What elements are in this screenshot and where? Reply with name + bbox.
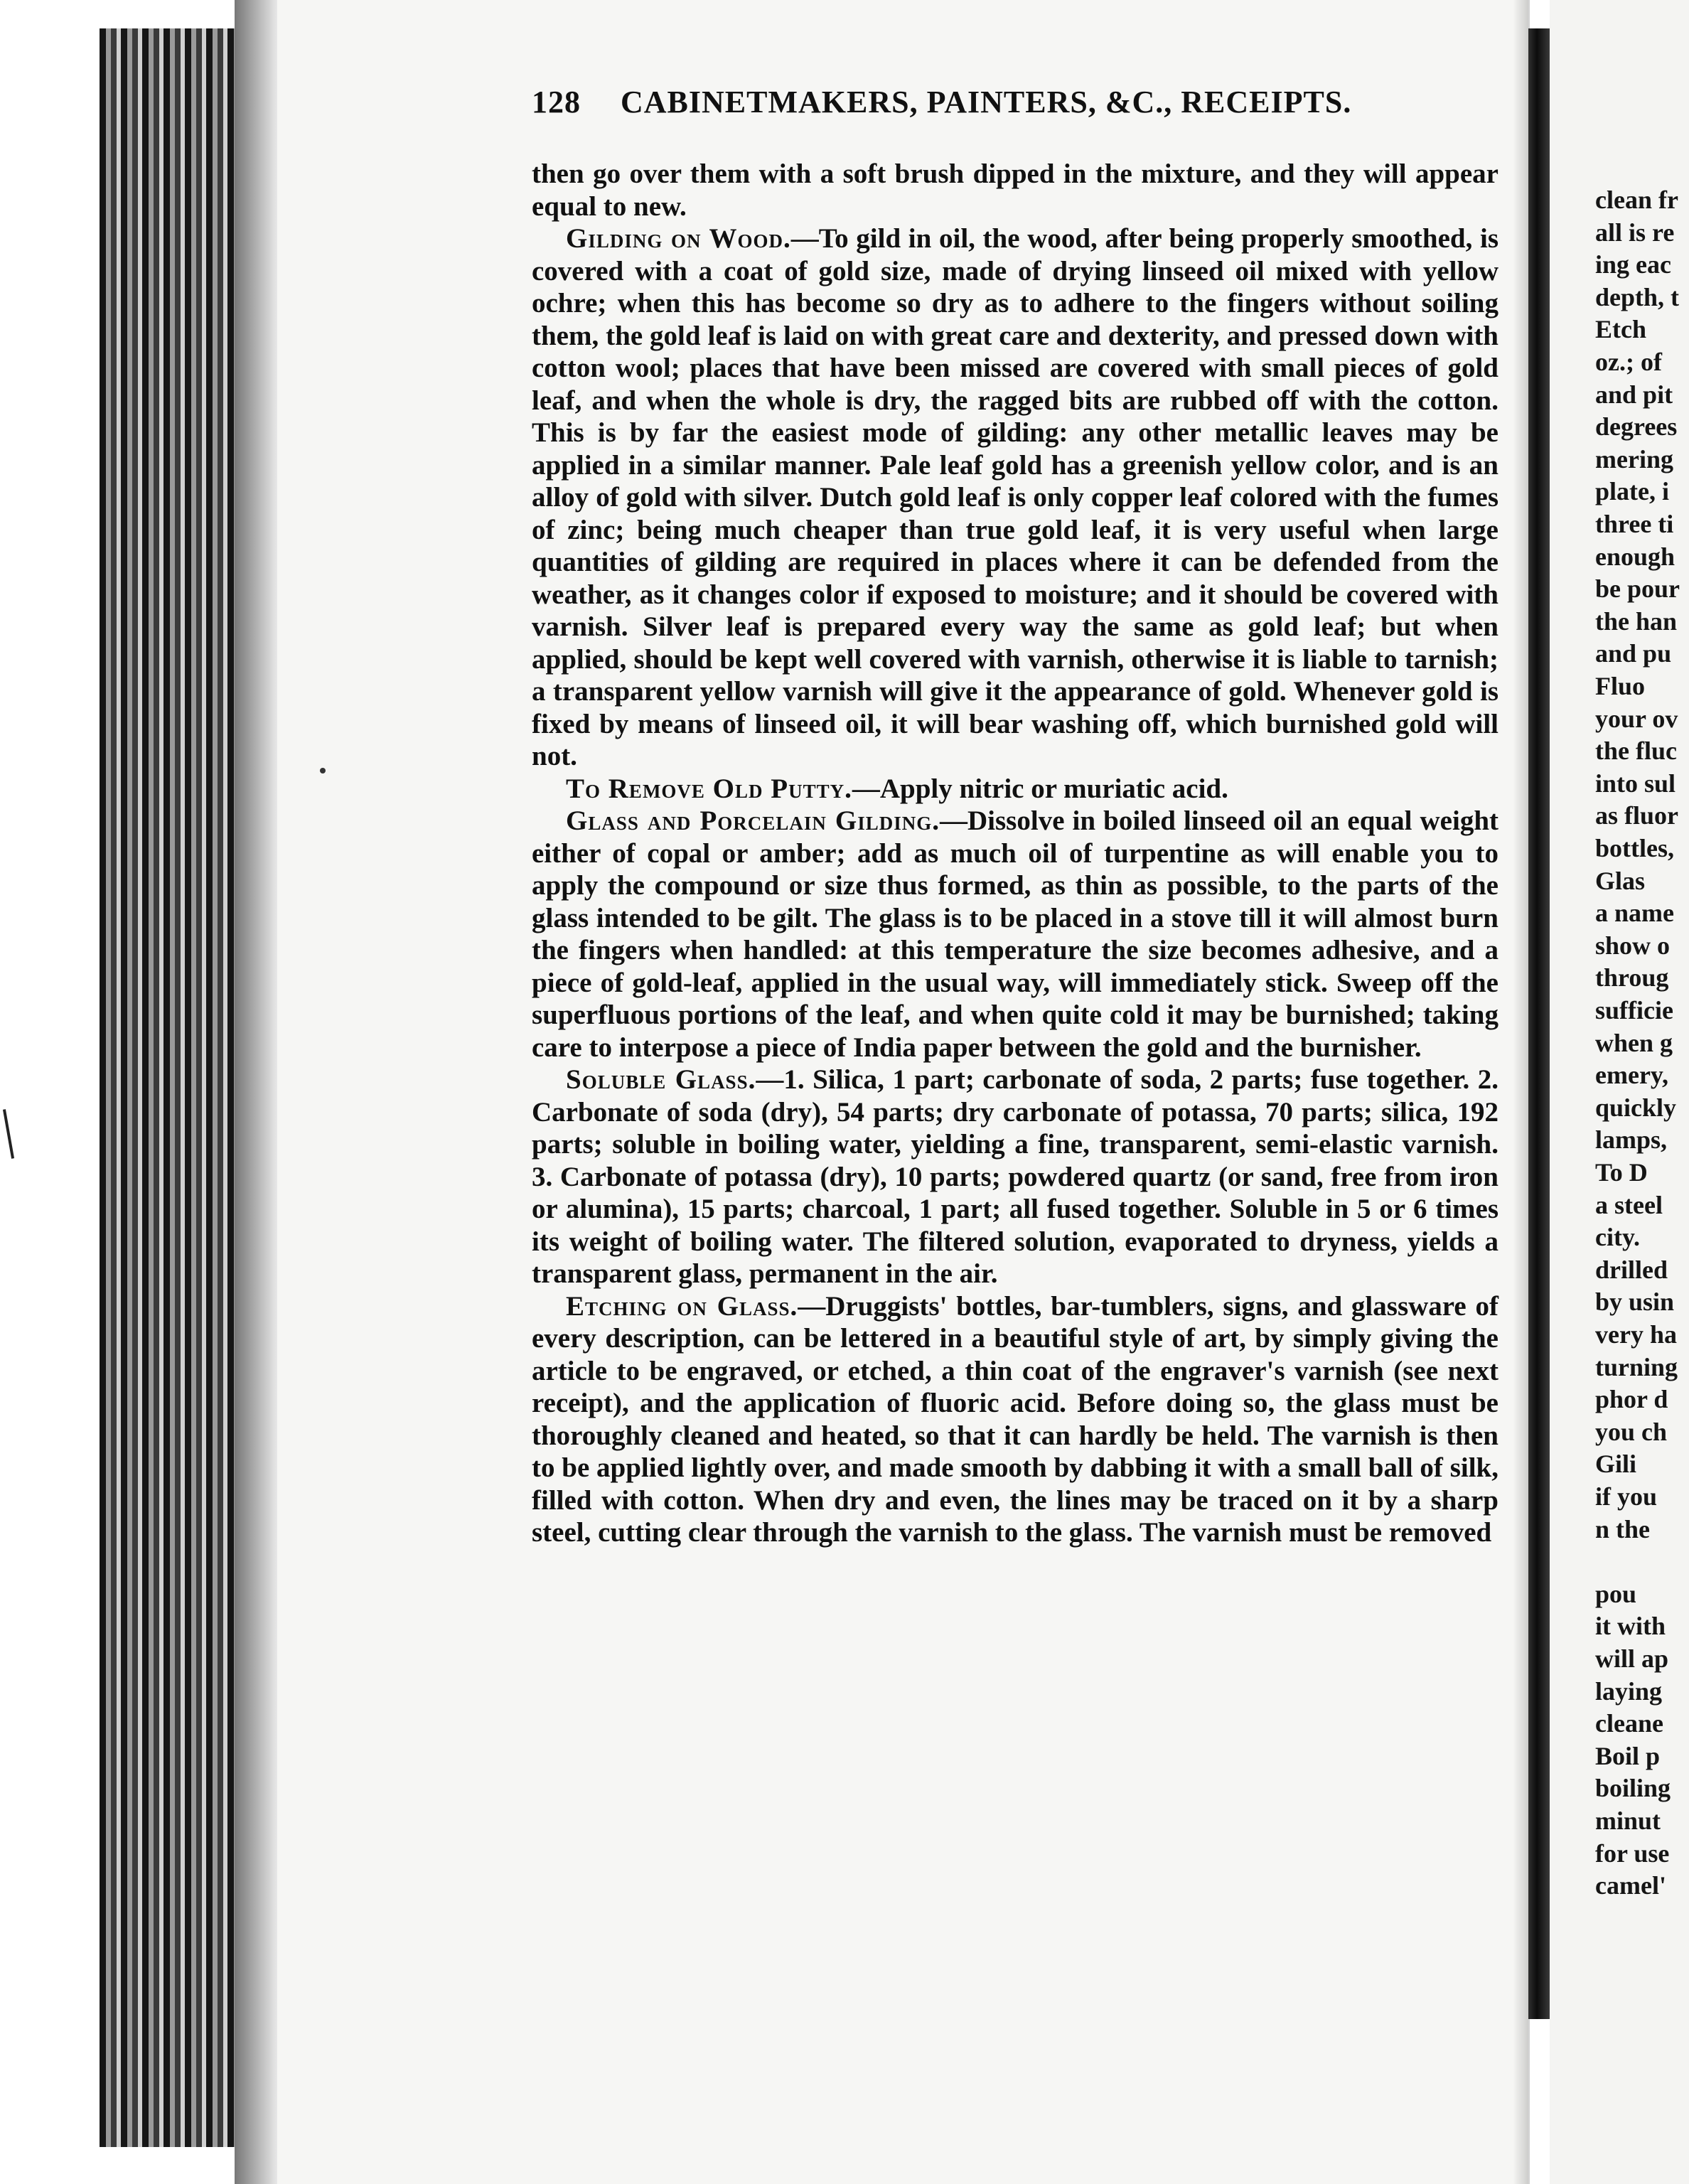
- facing-page-line: quickly: [1595, 1093, 1677, 1122]
- facing-page-line: as fluor: [1595, 801, 1678, 830]
- paragraph-gilding-on-wood: [532, 223, 1498, 773]
- paragraph-text: —To gild in oil, the wood, after being properly smoothed, is covered with a coat of gold size, made of drying linseed oil mixed with yellow ochre; when this has become so dry as to adhere to the fingers without soiling them, the gold leaf is laid on with great care and dexterity, and pressed down with cotton wool; places that have been missed are covered with small pieces of gold leaf, and when the whole is dry, the ragged bits are rubbed off with the cotton. This is by far the easiest mode of gilding: any other metallic leaves may be applied in a similar manner. Pale leaf gold has a greenish yellow color, and is an alloy of gold with silver. Dutch gold leaf is only copper leaf colored with the fumes of zinc; being much cheaper than true gold leaf, it is very useful when large quantities of gilding are required in places where it can be defended from the weather, as it changes color if exposed to moisture; and it should be covered with varnish. Silver leaf is prepared every way the same as gold leaf; but when applied, should be kept well covered with varnish, otherwise it is liable to tarnish; a transparent yellow varnish will give it the appearance of gold. Whenever gold is fixed by means of linseed oil, it will bear washing off, which burnished gold will not.: [532, 223, 1499, 771]
- paragraph-text: —Apply nitric or muriatic acid.: [852, 773, 1228, 804]
- facing-page-line: show o: [1595, 931, 1671, 960]
- paragraph-text: —Dissolve in boiled linseed oil an equal weight either of copal or amber; add as much oil of turpentine as will enable you to apply the compound or size thus formed, as thin as possible, to the parts of the glass intended to be gilt. The glass is to be placed in a stove till it will almost burn the fingers when handled: at this temperature the size becomes adhesive, and a piece of gold-leaf, applied in the usual way, will immediately stick. Sweep off the superfluous portions of the leaf, and when quite cold it may be burnished; taking care to interpose a piece of India paper between the gold and the burnisher.: [532, 805, 1499, 1063]
- facing-page-line: clean fr: [1595, 186, 1678, 214]
- facing-page-line: depth, t: [1595, 282, 1680, 311]
- facing-page-line: bottles,: [1595, 834, 1674, 862]
- facing-page-line: will ap: [1595, 1644, 1669, 1673]
- facing-page-line: lamps,: [1595, 1125, 1668, 1155]
- paragraph-rubric: Etching on Glass.: [566, 1290, 798, 1322]
- paragraph-continuation: [532, 158, 1498, 223]
- facing-page-line: drilled: [1595, 1255, 1668, 1284]
- facing-page-line: very ha: [1595, 1320, 1677, 1349]
- paragraph-rubric: Glass and Porcelain Gilding.: [566, 805, 940, 836]
- facing-page: [1550, 0, 1689, 2184]
- paragraph-rubric: Gilding on Wood.: [566, 223, 791, 254]
- facing-page-line: when g: [1595, 1028, 1673, 1057]
- facing-page-line: Boil p: [1595, 1741, 1661, 1770]
- facing-page-line: pou: [1595, 1579, 1637, 1608]
- facing-page-line: enough: [1595, 542, 1675, 571]
- facing-page-line: throug: [1595, 963, 1669, 992]
- paragraph-rubric: Soluble Glass.: [566, 1064, 756, 1095]
- facing-page-line: Glas: [1595, 866, 1646, 895]
- facing-page-line: To D: [1595, 1158, 1648, 1187]
- paragraph-remove-old-putty: [532, 773, 1498, 805]
- margin-dot: [320, 768, 326, 774]
- running-title: CABINETMAKERS, PAINTERS, &C., RECEIPTS.: [621, 85, 1352, 119]
- paragraph-text: —1. Silica, 1 part; carbonate of soda, 2 parts; fuse together. 2. Carbonate of soda (dry), 54 parts; dry carbonate of potassa, 70 parts; silica, 192 parts; soluble in boiling water, yielding a fine, transparent, semi-elastic varnish. 3. Carbonate of potassa (dry), 10 parts; powdered quartz (or sand, free from iron or alumina), 15 parts; charcoal, 1 part; all fused together. Soluble in 5 or 6 times its weight of boiling water. The filtered solution, evaporated to dryness, yields a transparent glass, permanent in the air.: [532, 1064, 1498, 1289]
- facing-page-line: it with: [1595, 1612, 1666, 1641]
- page-edge-shadow: [235, 0, 277, 2184]
- facing-page-line: into sul: [1595, 769, 1676, 798]
- facing-page-line: all is re: [1595, 218, 1675, 247]
- facing-page-line: city.: [1595, 1223, 1640, 1252]
- facing-page-line: camel': [1595, 1871, 1666, 1900]
- paragraph-text: —Druggists' bottles, bar-tumblers, signs, and glassware of every description, can be lettered in a beautiful style of art, by simply giving the article to be engraved, or etched, a thin coat of the engraver's varnish (see next receipt), and the application of fluoric acid. Before doing so, the glass must be thoroughly cleaned and heated, so that it can hardly be held. The varnish is then to be applied lightly over, and made smooth by dabbing it with a small ball of silk, filled with cotton. When dry and even, the lines may be traced on it by a sharp steel, cutting clear through the varnish to the glass. The varnish must be removed: [532, 1290, 1498, 1548]
- facing-page-line: oz.; of: [1595, 348, 1662, 376]
- book-gutter: [1528, 28, 1550, 2019]
- facing-page-line: the fluc: [1595, 737, 1677, 766]
- facing-page-line: phor d: [1595, 1385, 1668, 1414]
- facing-page-line: plate, i: [1595, 477, 1669, 506]
- facing-page-line: mering: [1595, 444, 1673, 473]
- page-number: 128: [532, 85, 581, 119]
- facing-page-line: if you: [1595, 1482, 1658, 1511]
- facing-page-line: laying: [1595, 1676, 1663, 1706]
- facing-page-line: ing eac: [1595, 250, 1671, 279]
- gutter-shadow: [1513, 0, 1530, 2184]
- facing-page-line: n the: [1595, 1514, 1651, 1543]
- paragraph-etching-on-glass: [532, 1290, 1498, 1549]
- facing-page-line: for use: [1595, 1838, 1670, 1868]
- facing-page-line: cleane: [1595, 1709, 1663, 1738]
- facing-page-line: a steel: [1595, 1190, 1663, 1219]
- facing-page-line: minut: [1595, 1806, 1661, 1835]
- facing-page-line: three ti: [1595, 510, 1674, 538]
- facing-page-line: the han: [1595, 606, 1678, 636]
- facing-page-line: boiling: [1595, 1774, 1671, 1803]
- facing-page-line: turning: [1595, 1352, 1678, 1381]
- margin-mark: [3, 1109, 14, 1159]
- paragraph-rubric: To Remove Old Putty.: [566, 773, 852, 804]
- paragraph-soluble-glass: [532, 1064, 1498, 1290]
- facing-page-line: Gili: [1595, 1450, 1637, 1479]
- facing-page-line: and pit: [1595, 380, 1673, 409]
- body-text: [532, 158, 1498, 1549]
- facing-page-line: degrees: [1595, 412, 1678, 441]
- facing-page-line: by usin: [1595, 1288, 1675, 1317]
- paragraph-glass-porcelain-gilding: [532, 805, 1498, 1064]
- facing-page-line: be pour: [1595, 574, 1680, 604]
- facing-page-line: a name: [1595, 899, 1674, 928]
- facing-page-line: Etch: [1595, 315, 1646, 344]
- facing-page-line: Fluo: [1595, 672, 1646, 700]
- facing-page-line: sufficie: [1595, 996, 1673, 1024]
- facing-page-line: and pu: [1595, 639, 1672, 668]
- paragraph-text: then go over them with a soft brush dipped in the mixture, and they will appear equal to new.: [532, 159, 1498, 222]
- facing-page-line: you ch: [1595, 1417, 1668, 1446]
- facing-page-line: your ov: [1595, 704, 1678, 733]
- facing-page-line: emery,: [1595, 1061, 1668, 1090]
- running-head: [532, 84, 1527, 120]
